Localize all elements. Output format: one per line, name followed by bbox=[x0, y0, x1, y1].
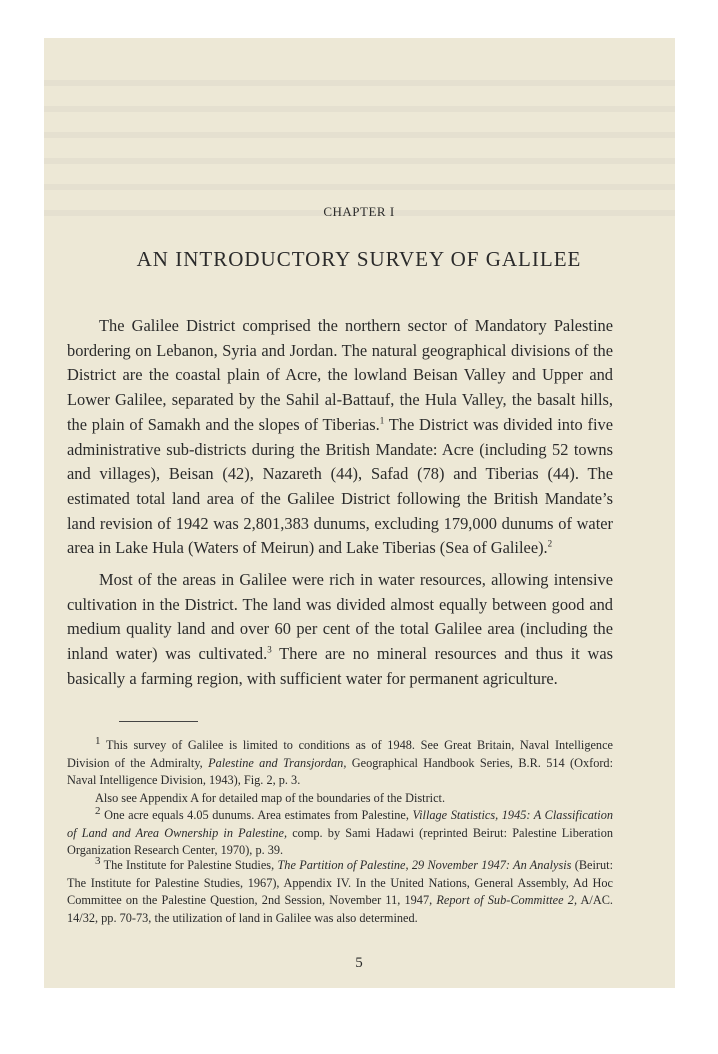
chapter-label: CHAPTER I bbox=[323, 204, 395, 219]
footnote-ref: 3 bbox=[267, 644, 272, 655]
page-number: 5 bbox=[355, 955, 363, 971]
paragraph-text: The District was divided into five administrative sub-districts during the British Mandate: Acre (including 52 towns and villages), Beisan (42), Nazareth (44), Safad (78) and Tiberias (44). The estimated total land area of the Galilee District following the British Mandate’s land revision of 1942 was 2,801,383 dunums, excluding 179,000 dunums of water area in Lake Hula (Waters of Meirun) and Lake Tiberias (Sea of Galilee). bbox=[67, 414, 613, 558]
footnote-text: One acre equals 4.05 dunums. Area estimates from Palestine, bbox=[100, 808, 413, 822]
footnote-title: Village Statistics, 1945: A Classification of Land and Area Ownership in Palestine, bbox=[67, 808, 614, 840]
footnote-1 bbox=[67, 734, 613, 807]
footnote-text: Geographical Handbook Series, B.R. 514 (Oxford: Naval Intelligence Division, 1943), Fig. 2, p. 3. bbox=[67, 755, 613, 787]
footnote-text: comp. by Sami Hadawi (reprinted Beirut: Palestine Liberation Organization Research Center, 1970), p. 39. bbox=[67, 825, 613, 857]
paragraph-text: There are no mineral resources and thus it was basically a farming region, with sufficient water for permanent agriculture. bbox=[67, 644, 614, 688]
footnote-rule bbox=[119, 721, 198, 722]
footnote-title: Report of Sub-Committee 2, bbox=[436, 893, 578, 907]
paragraph-text: Most of the areas in Galilee were rich in water resources, allowing intensive cultivation in the District. The land was divided almost equally between good and medium quality land and over 60 per cent of the total Galilee area (including the inland water) was cultivated. bbox=[67, 570, 613, 664]
footnote-ref: 2 bbox=[547, 538, 553, 549]
footnote-text: The Institute for Palestine Studies, bbox=[100, 858, 278, 872]
footnote-continuation: Also see Appendix A for detailed map of the boundaries of the District. bbox=[95, 790, 446, 805]
footnote-text: This survey of Galilee is limited to conditions as of 1948. See Great Britain, Naval Intelligence Division of the Admiralty, bbox=[67, 738, 613, 770]
footnote-text: A/AC. 14/32, pp. 70-73, the utilization of land in Galilee was also determined. bbox=[67, 893, 613, 925]
paragraph-text: The Galilee District comprised the northern sector of Mandatory Palestine bordering on Lebanon, Syria and Jordan. The natural geographical divisions of the District are the coastal plain of Acre, the lowland Beisan Valley and Upper and Lower Galilee, separated by the Sahil al-Battauf, the Hula Valley, the basalt hills, the plain of Samakh and the slopes of Tiberias. bbox=[67, 316, 613, 434]
chapter-title: AN INTRODUCTORY SURVEY OF GALILEE bbox=[136, 247, 582, 271]
footnote-ref: 1 bbox=[379, 415, 385, 426]
footnote-text: (Beirut: The Institute for Palestine Studies, 1967), Appendix IV. In the United Nations, General Assembly, Ad Hoc Committee on the Palestine Question, 2nd Session, November 11, 1947, bbox=[67, 858, 613, 907]
footnote-number: 2 bbox=[95, 804, 101, 817]
footnote-2 bbox=[67, 804, 614, 860]
bleed-through-text bbox=[44, 80, 675, 220]
body-paragraph-2 bbox=[67, 568, 613, 692]
footnote-number: 1 bbox=[95, 734, 101, 747]
body-paragraph-1 bbox=[67, 314, 613, 561]
footnote-title: Palestine and Transjordan, bbox=[208, 755, 347, 770]
footnote-title: The Partition of Palestine, 29 November 1947: An Analysis bbox=[277, 858, 572, 872]
footnote-number: 3 bbox=[95, 854, 101, 867]
footnote-3 bbox=[67, 854, 613, 927]
